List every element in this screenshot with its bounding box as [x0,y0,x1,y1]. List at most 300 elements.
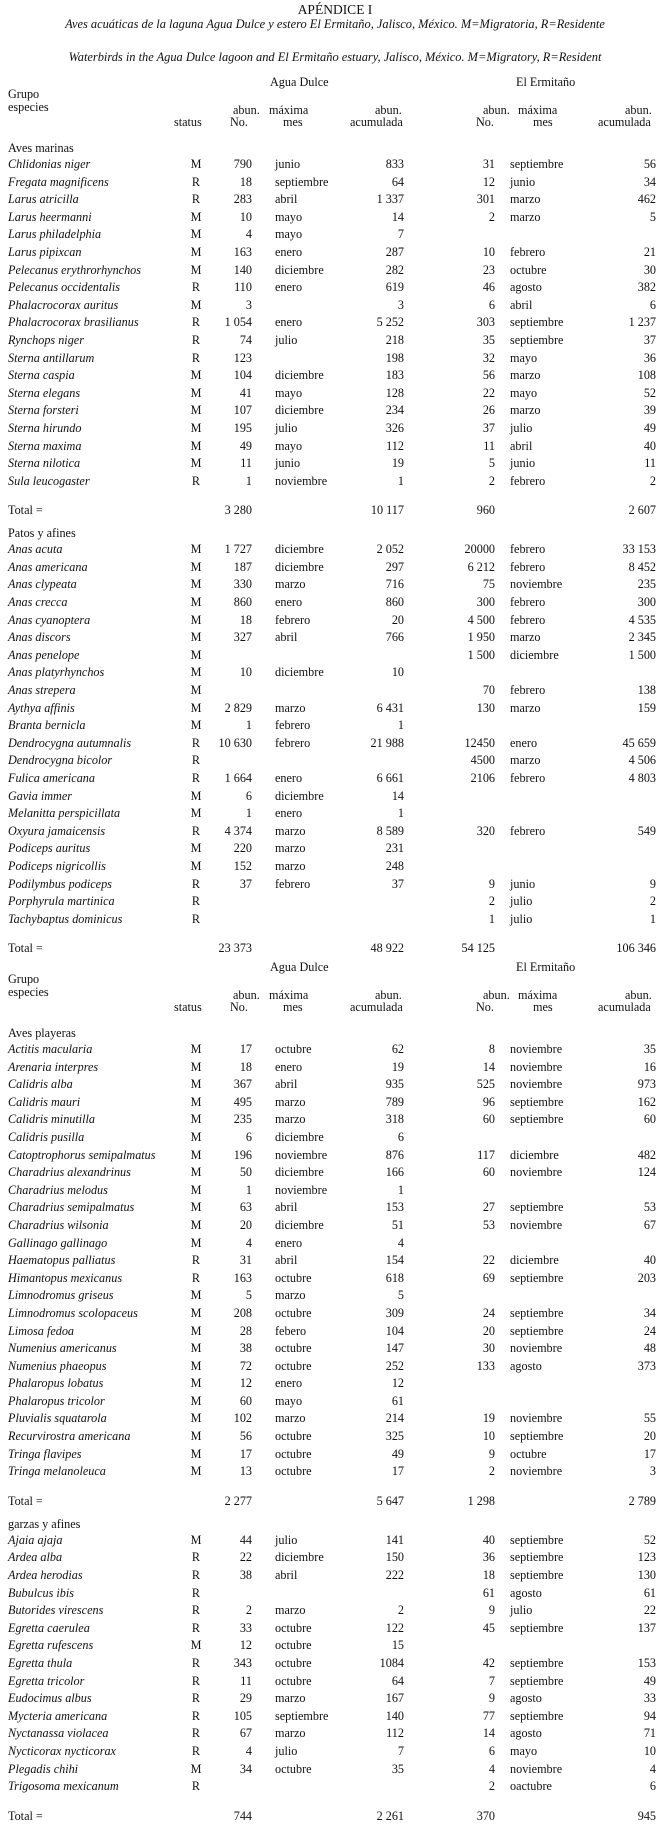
ermitano-month: febrero [510,683,546,698]
status-cell: M [190,1288,202,1303]
site-agua-dulce: Agua Dulce [270,75,329,89]
ermitano-accumulated: 55 [643,1411,656,1426]
ermitano-accumulated: 4 535 [628,612,656,627]
table-row [0,1428,670,1446]
ermitano-month: septiembre [510,1112,564,1127]
agua-dulce-month: diciembre [275,368,324,383]
agua-dulce-number: 18 [239,612,252,627]
table-row [0,438,670,456]
total-row [0,501,670,519]
agua-dulce-number: 4 [245,227,252,242]
agua-dulce-accumulated: 14 [391,788,404,803]
ermitano-month: febrero [510,823,546,838]
species-name: Phalaropus tricolor [8,1393,105,1408]
ermitano-number: 130 [476,700,495,715]
table-row [0,876,670,894]
status-cell: M [190,1429,202,1444]
agua-dulce-accumulated: 153 [385,1200,404,1215]
total-ermitano-number: 370 [476,1808,495,1823]
ermitano-number: 56 [482,368,495,383]
table-row [0,911,670,929]
ermitano-month: agosto [510,1726,542,1741]
ermitano-number: 2 [488,1464,495,1479]
agua-dulce-accumulated: 37 [391,876,404,891]
agua-dulce-accumulated: 61 [391,1393,404,1408]
ermitano-month: noviembre [510,1761,563,1776]
maxima-header-ad: máxima [269,988,309,1002]
status-cell: R [191,315,201,330]
agua-dulce-number: 110 [234,280,252,295]
appendix-title: APÉNDICE I [297,2,373,17]
ermitano-accumulated: 20 [643,1429,656,1444]
status-cell: R [191,876,201,891]
ermitano-month: junio [510,876,536,891]
status-cell: R [191,1568,201,1583]
ermitano-number: 14 [482,1726,495,1741]
total-agua-dulce-number: 3 280 [224,503,252,518]
ermitano-month: marzo [510,368,541,383]
agua-dulce-month: diciembre [275,403,324,418]
agua-dulce-number: 187 [233,559,252,574]
agua-dulce-number: 10 [239,209,252,224]
ermitano-month: agosto [510,1691,542,1706]
agua-dulce-accumulated: 231 [385,841,404,856]
status-cell: M [190,297,202,312]
ermitano-month: septiembre [510,1270,564,1285]
status-cell: M [190,368,202,383]
agua-dulce-accumulated: 6 [397,1129,404,1144]
status-cell: R [191,1779,201,1794]
status-cell: M [190,1112,202,1127]
table-row [0,1129,670,1147]
section-name: Aves playeras [8,1026,76,1040]
agua-dulce-accumulated: 140 [385,1708,404,1723]
table-row [0,1340,670,1358]
ermitano-number: 12 [482,174,495,189]
species-name: Sterna caspia [8,368,75,383]
status-cell: M [190,858,202,873]
ermitano-number: 6 [488,297,495,312]
species-name: Sterna elegans [8,385,81,400]
agua-dulce-month: marzo [275,577,306,592]
ermitano-month: diciembre [510,1253,559,1268]
species-name: Charadrius alexandrinus [8,1165,131,1180]
agua-dulce-accumulated: 35 [391,1761,404,1776]
status-cell: R [191,1726,201,1741]
ermitano-number: 2106 [470,771,495,785]
agua-dulce-number: 1 [245,473,252,488]
total-agua-dulce-number: 744 [233,1808,252,1823]
ermitano-accumulated: 1 [649,911,656,926]
agua-dulce-number: 140 [233,262,252,277]
status-cell: R [191,1708,201,1723]
total-agua-dulce-number: 2 277 [224,1493,252,1508]
column-header [0,73,670,137]
table-row [0,226,670,244]
status-cell: M [190,456,202,471]
agua-dulce-accumulated: 104 [385,1323,404,1338]
agua-dulce-number: 163 [233,244,252,259]
ermitano-accumulated: 45 659 [622,735,656,750]
table-row [0,174,670,192]
ermitano-number: 2 [488,473,495,488]
agua-dulce-month: enero [275,1235,303,1250]
agua-dulce-number: 41 [239,385,252,400]
ermitano-accumulated: 56 [643,157,656,171]
status-cell: R [191,823,201,838]
abun-header-ad: abun. [233,103,260,117]
agua-dulce-number: 4 [245,1743,252,1758]
ermitano-number: 77 [482,1708,495,1723]
ermitano-accumulated: 71 [643,1726,656,1741]
agua-dulce-number: 283 [233,192,252,207]
agua-dulce-month: abril [275,1568,298,1583]
status-cell: M [190,157,202,171]
ermitano-number: 27 [482,1200,495,1215]
status-cell: M [190,438,202,453]
table-row [0,1585,670,1603]
ermitano-month: noviembre [510,577,563,592]
ermitano-accumulated: 4 803 [628,771,656,785]
ermitano-month: septiembre [510,332,564,347]
agua-dulce-number: 4 374 [224,823,252,838]
status-cell: R [191,332,201,347]
agua-dulce-accumulated: 122 [385,1620,404,1635]
ermitano-accumulated: 39 [643,403,656,418]
agua-dulce-accumulated: 166 [385,1165,404,1180]
species-name: Butorides virescens [8,1603,104,1618]
ermitano-accumulated: 49 [643,420,656,435]
status-cell: R [191,1743,201,1758]
ermitano-month: junio [510,174,536,189]
species-name: Phalacrocorax auritus [8,297,119,312]
species-name: Egretta caerulea [8,1620,90,1635]
table-row [0,350,670,368]
table-row [0,1655,670,1673]
agua-dulce-number: 12 [239,1376,252,1391]
agua-dulce-month: febrero [275,735,311,750]
agua-dulce-number: 37 [239,876,252,891]
ermitano-accumulated: 382 [637,280,656,295]
ermitano-accumulated: 52 [643,385,656,400]
grupo-label: Grupo [8,972,40,986]
species-name: Numenius phaeopus [8,1358,107,1373]
agua-dulce-accumulated: 318 [385,1112,404,1127]
agua-dulce-accumulated: 619 [385,280,404,295]
ermitano-number: 2 [488,209,495,224]
agua-dulce-month: septiembre [275,1708,329,1723]
species-name: Anas acuta [8,542,63,557]
species-name: Charadrius wilsonia [8,1217,109,1232]
table-row [0,840,670,858]
ermitano-accumulated: 48 [643,1341,656,1356]
caption-spanish: Aves acuáticas de la laguna Agua Dulce y estero El Ermitaño, Jalisco, México. M=Migratoria, R=Residente [65,17,605,31]
agua-dulce-accumulated: 7 [397,1743,404,1758]
species-name: Podiceps nigricollis [8,858,106,873]
ermitano-month: noviembre [510,1464,563,1479]
section-heading [0,1025,670,1041]
agua-dulce-number: 38 [239,1568,252,1583]
agua-dulce-month: febero [275,1323,307,1338]
ermitano-accumulated: 2 [649,894,656,909]
ermitano-number: 9 [488,1446,495,1461]
agua-dulce-number: 6 [245,1129,252,1144]
status-cell: M [190,1042,202,1056]
acumulada-header-ad: acumulada [350,1000,403,1014]
agua-dulce-accumulated: 14 [391,209,404,224]
ermitano-month: marzo [510,630,541,645]
status-cell: M [190,244,202,259]
ermitano-month: noviembre [510,1077,563,1092]
agua-dulce-month: diciembre [275,542,324,557]
agua-dulce-month: diciembre [275,665,324,680]
table-row [0,1778,670,1796]
species-name: Anas platyrhynchos [8,665,105,680]
table-row [0,805,670,823]
especies-label: especies [8,985,49,999]
ermitano-number: 32 [482,350,495,365]
status-cell: R [191,1270,201,1285]
ermitano-number: 36 [482,1550,495,1565]
species-name: Rynchops niger [8,332,84,347]
acumulada-header-er: acumulada [598,115,651,129]
agua-dulce-month: marzo [275,823,306,838]
maxima-header-er: máxima [518,988,558,1002]
agua-dulce-accumulated: 248 [385,858,404,873]
ermitano-number: 8 [488,1042,495,1056]
agua-dulce-accumulated: 6 431 [376,700,404,715]
total-agua-dulce-accumulated: 2 261 [376,1808,404,1823]
ermitano-month: febrero [510,559,546,574]
agua-dulce-number: 18 [239,174,252,189]
ermitano-month: septiembre [510,1568,564,1583]
agua-dulce-accumulated: 234 [385,403,404,418]
agua-dulce-number: 34 [239,1761,252,1776]
agua-dulce-number: 63 [239,1200,252,1215]
status-cell: M [190,1358,202,1373]
ermitano-number: 2 [488,894,495,909]
agua-dulce-accumulated: 2 052 [376,542,404,557]
ermitano-month: diciembre [510,1147,559,1162]
status-cell: R [191,280,201,295]
agua-dulce-month: julio [275,420,298,435]
agua-dulce-number: 860 [233,595,252,610]
ermitano-accumulated: 549 [637,823,656,838]
ermitano-number: 9 [488,876,495,891]
agua-dulce-month: octubre [275,1464,312,1479]
ermitano-number: 19 [482,1411,495,1426]
agua-dulce-accumulated: 716 [385,577,404,592]
agua-dulce-accumulated: 297 [385,559,404,574]
agua-dulce-month: noviembre [275,1147,328,1162]
agua-dulce-accumulated: 1 [397,473,404,488]
agua-dulce-month: octubre [275,1638,312,1653]
ermitano-accumulated: 2 345 [628,630,656,645]
ermitano-accumulated: 130 [637,1568,656,1583]
total-agua-dulce-accumulated: 48 922 [370,941,404,956]
table-row [0,629,670,647]
ermitano-month: julio [510,1603,533,1618]
ermitano-month: septiembre [510,1094,564,1109]
table-row [0,1725,670,1743]
agua-dulce-number: 343 [233,1656,252,1670]
species-name: Ardea alba [8,1550,63,1565]
status-cell: M [190,1059,202,1074]
mes-header-er: mes [533,115,553,129]
abun-acum-header-er: abun. [625,988,652,1002]
table-row [0,1111,670,1129]
ermitano-accumulated: 153 [637,1656,656,1670]
ermitano-month: febrero [510,473,546,488]
ermitano-number: 117 [477,1147,495,1162]
status-cell: R [191,753,201,768]
ermitano-number: 23 [482,262,495,277]
table-row [0,1305,670,1323]
ermitano-month: julio [510,420,533,435]
species-name: Eudocimus albus [8,1691,92,1706]
ermitano-accumulated: 34 [643,174,656,189]
agua-dulce-month: abril [275,1200,298,1215]
table-row [0,1620,670,1638]
table-row [0,191,670,209]
species-name: Larus heermanni [8,209,92,224]
ermitano-month: febrero [510,595,546,610]
column-header [0,958,670,1022]
agua-dulce-accumulated: 876 [385,1147,404,1162]
ermitano-number: 1 950 [467,630,495,645]
ermitano-accumulated: 138 [637,683,656,698]
ermitano-accumulated: 4 [649,1761,656,1776]
table-row [0,1446,670,1464]
table-row [0,332,670,350]
section-name: Patos y afines [8,526,76,541]
species-name: Anas crecca [8,595,68,610]
table-row [0,1059,670,1077]
ermitano-month: marzo [510,700,541,715]
ermitano-month: septiembre [510,1305,564,1320]
agua-dulce-number: 3 [245,297,252,312]
agua-dulce-month: octubre [275,1429,312,1444]
species-name: Nycticorax nycticorax [8,1743,116,1758]
table-row [0,1375,670,1393]
caption-english: Waterbirds in the Agua Dulce lagoon and El Ermitaño estuary, Jalisco, México. M=Migratory, R=Resident [68,50,602,64]
ermitano-number: 70 [482,683,495,698]
agua-dulce-number: 12 [239,1638,252,1653]
agua-dulce-number: 38 [239,1341,252,1356]
status-cell: M [190,1077,202,1092]
ermitano-month: septiembre [510,1323,564,1338]
species-name: Larus atricilla [8,192,79,207]
agua-dulce-month: abril [275,1253,298,1268]
agua-dulce-month: febrero [275,718,311,733]
ermitano-number: 60 [482,1112,495,1127]
status-cell: M [190,1376,202,1391]
table-row [0,367,670,385]
ermitano-month: marzo [510,209,541,224]
agua-dulce-month: octubre [275,1656,312,1670]
ermitano-number: 69 [482,1270,495,1285]
species-name: Anas cyanoptera [8,612,91,627]
agua-dulce-month: diciembre [275,559,324,574]
agua-dulce-number: 208 [233,1305,252,1320]
total-ermitano-number: 960 [476,503,495,518]
section-heading [0,140,670,156]
species-name: Sula leucogaster [8,473,90,488]
status-cell: M [190,1235,202,1250]
table-row [0,1690,670,1708]
agua-dulce-month: febrero [275,612,311,627]
status-cell: M [190,385,202,400]
agua-dulce-accumulated: 12 [391,1376,404,1391]
agua-dulce-number: 56 [239,1429,252,1444]
agua-dulce-month: enero [275,1059,303,1074]
status-cell: R [191,1656,201,1670]
agua-dulce-accumulated: 17 [391,1464,404,1479]
agua-dulce-number: 11 [240,1673,252,1688]
table-row [0,473,670,491]
agua-dulce-month: diciembre [275,788,324,803]
agua-dulce-accumulated: 141 [385,1532,404,1547]
species-name: Tringa melanoleuca [8,1464,106,1479]
agua-dulce-month: octubre [275,1341,312,1356]
table-row [0,1549,670,1567]
agua-dulce-accumulated: 128 [385,385,404,400]
species-name: Himantopus mexicanus [8,1270,123,1285]
agua-dulce-number: 72 [239,1358,252,1373]
ermitano-accumulated: 462 [637,192,656,207]
total-ermitano-accumulated: 2 607 [628,503,656,518]
table-row [0,752,670,770]
agua-dulce-accumulated: 15 [391,1638,404,1653]
agua-dulce-number: 105 [233,1708,252,1723]
table-row [0,1532,670,1550]
ermitano-accumulated: 17 [643,1446,656,1461]
ermitano-month: abril [510,297,533,312]
acumulada-header-ad: acumulada [350,115,403,129]
ermitano-number: 46 [482,280,495,295]
agua-dulce-accumulated: 147 [385,1341,404,1356]
ermitano-number: 525 [476,1077,495,1092]
ermitano-month: octubre [510,262,547,277]
table-row [0,314,670,332]
status-cell: M [190,1217,202,1232]
total-agua-dulce-accumulated: 10 117 [370,503,404,518]
agua-dulce-month: marzo [275,1411,306,1426]
agua-dulce-accumulated: 5 [397,1288,404,1303]
table-row [0,1287,670,1305]
ermitano-month: septiembre [510,1532,564,1547]
site-agua-dulce: Agua Dulce [270,960,329,974]
table-row [0,717,670,735]
ermitano-accumulated: 94 [643,1708,656,1723]
site-el-ermitano: El Ermitaño [516,75,576,89]
ermitano-month: septiembre [510,315,564,330]
agua-dulce-month: enero [275,806,303,821]
ermitano-number: 5 [488,456,495,471]
status-cell: R [191,1673,201,1688]
agua-dulce-number: 1 664 [224,771,252,785]
agua-dulce-number: 367 [233,1077,252,1092]
agua-dulce-month: mayo [275,227,303,242]
species-name: Anas discors [8,630,71,645]
ermitano-month: febrero [510,771,546,785]
status-cell: R [191,192,201,207]
species-name: Sterna nilotica [8,456,81,471]
ermitano-month: agosto [510,1358,542,1373]
species-name: Fulica americana [8,771,95,785]
agua-dulce-month: marzo [275,858,306,873]
ermitano-number: 133 [476,1358,495,1373]
